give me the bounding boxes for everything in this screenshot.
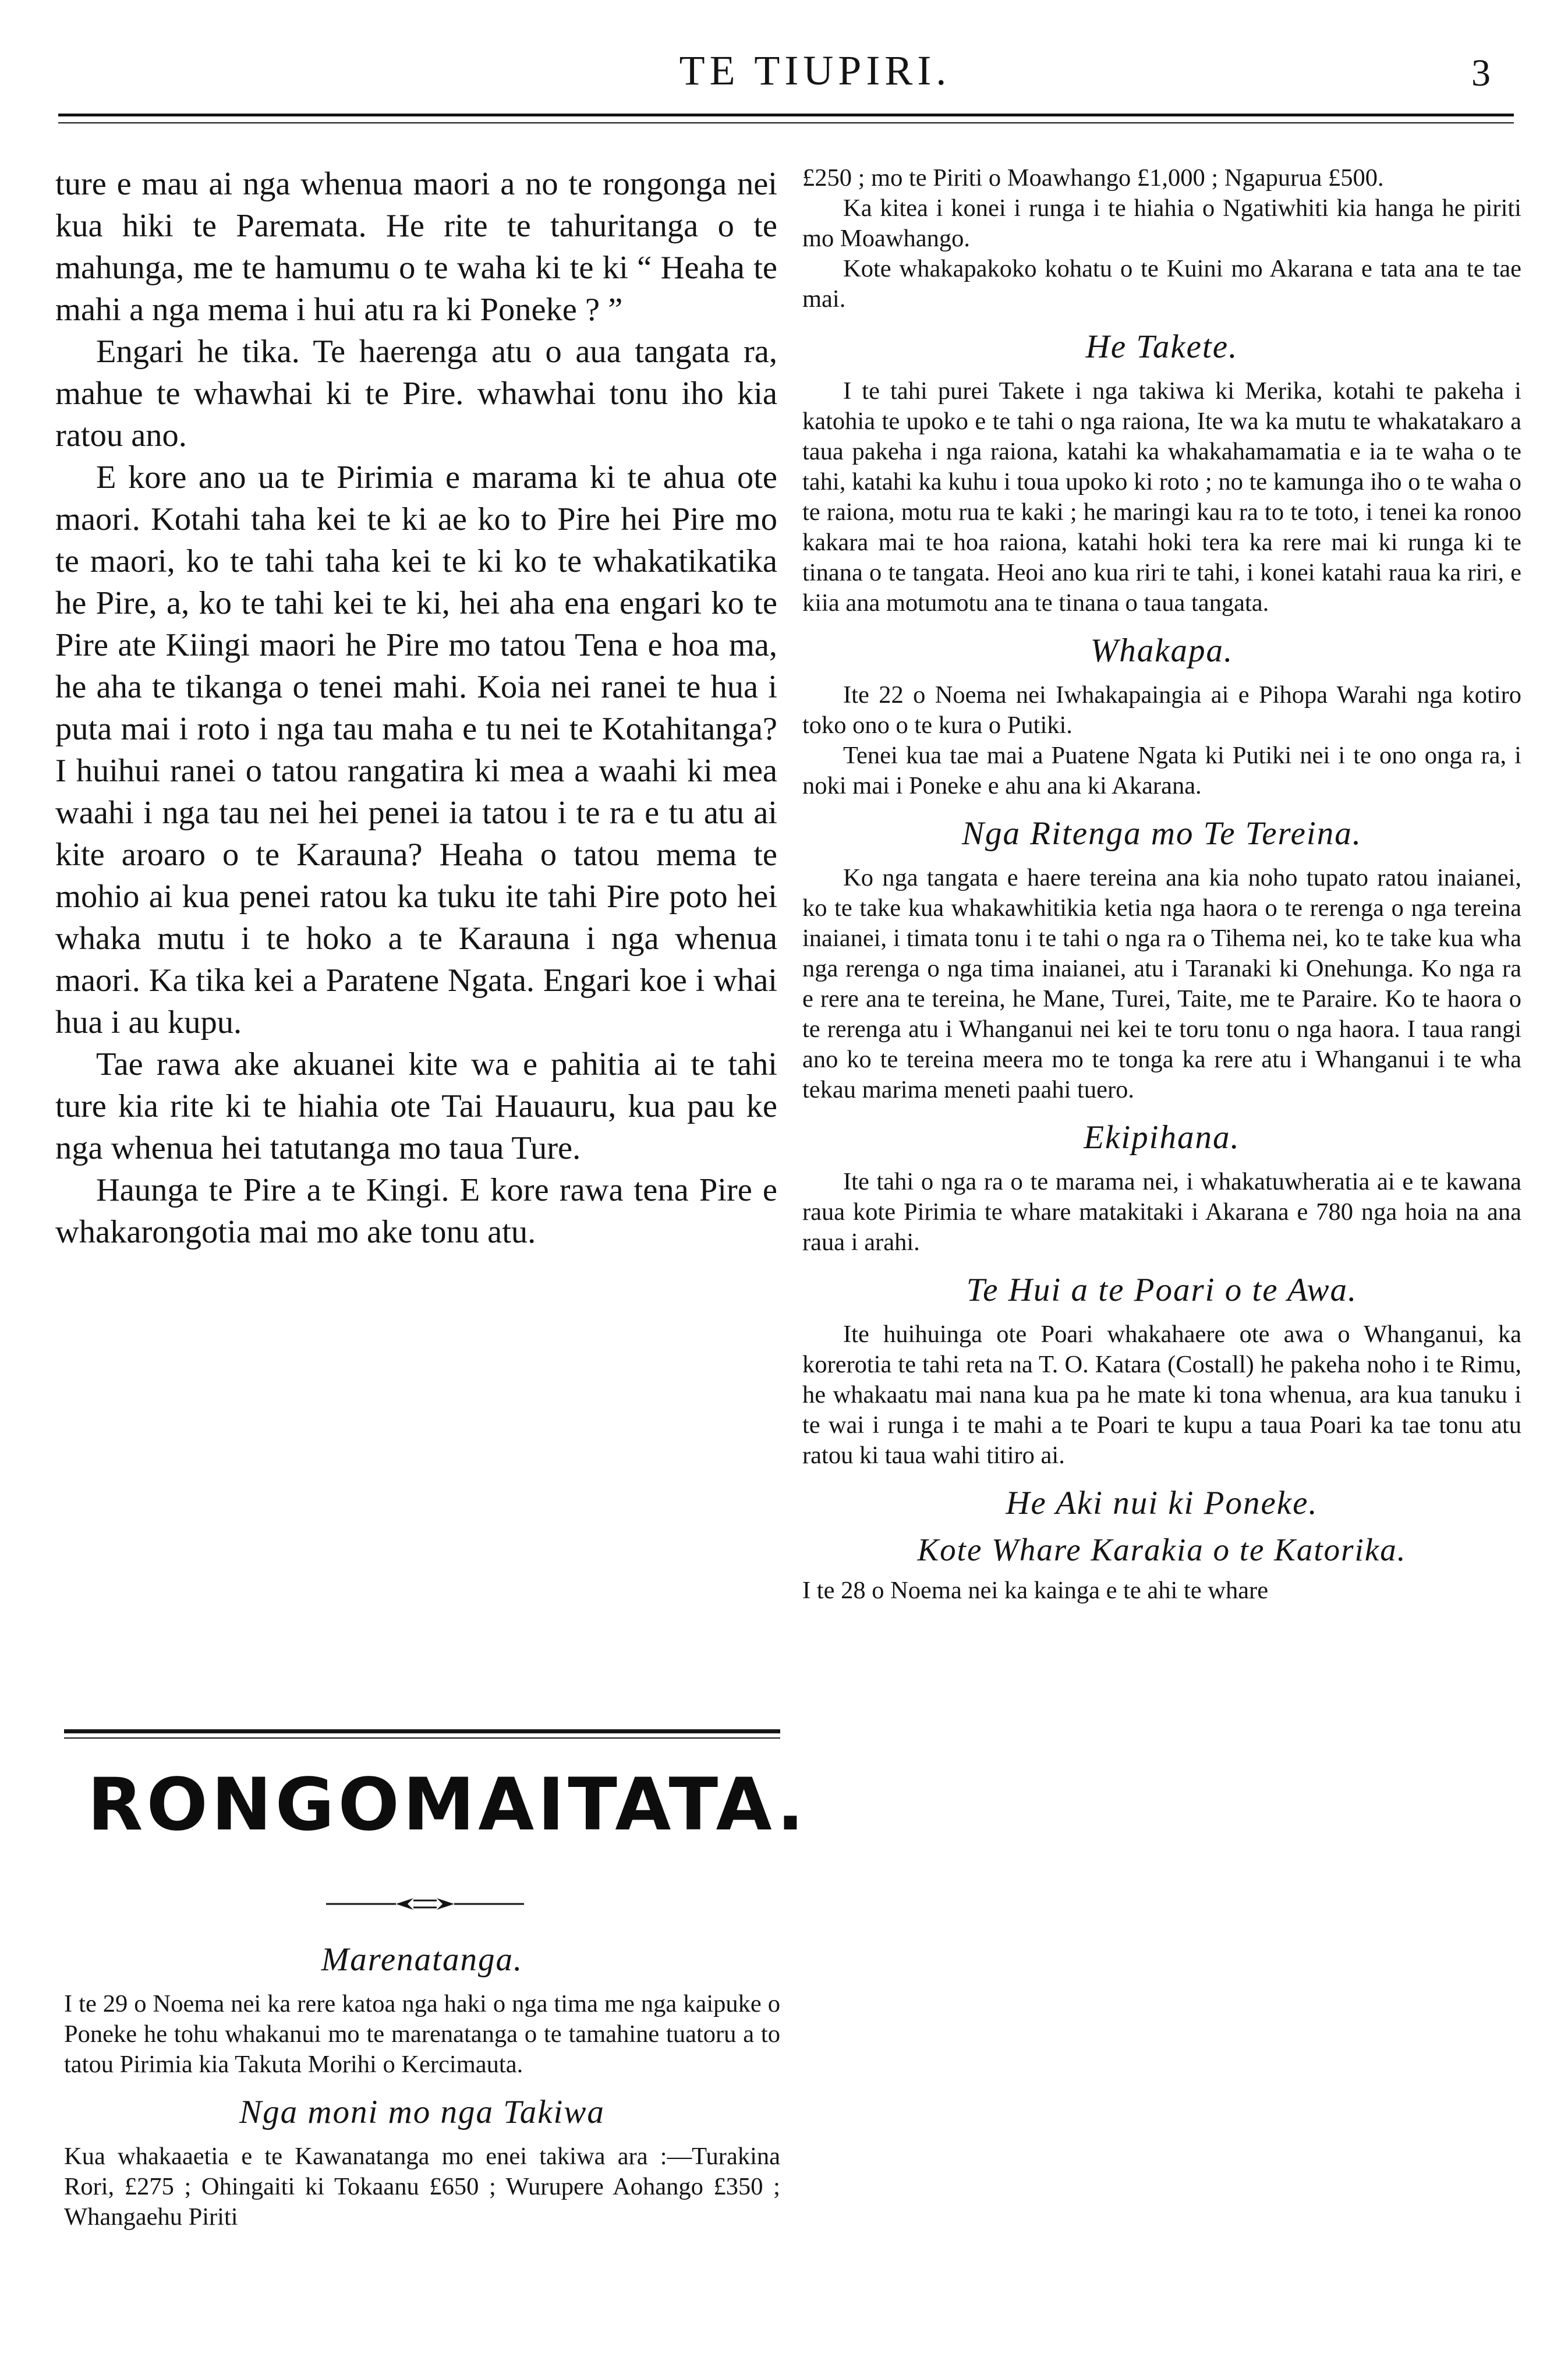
header-rule — [58, 114, 1514, 116]
section-heading: Nga moni mo nga Takiwa — [239, 2094, 605, 2130]
paragraph: Ko nga tangata e haere tereina ana kia noho tupato ratou inaianei, ko te take kua whakawhitikia ketia nga haora o te rerenga o nga tereina inaianei, i timata tonu i te tahi o nga ra o Tihema nei, ko te take kua wha nga rerenga o nga tima inaianei, atu i Taranaki ki Onehunga. Ko nga ra e rere ana te tereina, he Mane, Turei, Taite, me te Paraire. Ko te haora o te rerenga atu i Whanganui nei kei te toru tonu o nga haora. I taua rangi ano ko te tereina meera mo te tonga ka rere atu i Whanganui i te wha tekau marima meneti paahi tuero. — [802, 864, 1521, 1103]
header-rule-thin — [58, 122, 1514, 123]
sub-heading: Kote Whare Karakia o te Katorika. — [917, 1532, 1407, 1567]
page-title: TE TIUPIRI. — [679, 47, 951, 94]
paragraph: Kote whakapakoko kohatu o te Kuini mo Akarana e tata ana te tae mai. — [802, 255, 1521, 313]
paragraph: Ite 22 o Noema nei Iwhakapaingia ai e Pihopa Warahi nga kotiro toko ono o te kura o Putiki. — [802, 681, 1521, 739]
section-heading: He Takete. — [1085, 328, 1238, 365]
paragraph: ture e mau ai nga whenua maori a no te rongonga nei kua hiki te Paremata. He rite te tahuritanga o te mahunga, me te hamumu o te waha ki te ki “ Heaha te mahi a nga mema i hui atu ra ki Poneke ? ” — [55, 166, 777, 328]
paragraph: I te 28 o Noema nei ka kainga e te ahi te whare — [802, 1577, 1269, 1604]
section-heading: Marenatanga. — [321, 1941, 523, 1978]
paragraph: Tae rawa ake akuanei kite wa e pahitia ai te tahi ture kia rite ki te hiahia ote Tai Hauauru, kua pau ke nga whenua hei tatutanga mo taua Ture. — [55, 1046, 777, 1166]
section-heading: Whakapa. — [1090, 632, 1234, 669]
section-divider-rule — [64, 1729, 780, 1733]
paragraph: Ka kitea i konei i runga i te hiahia o Ngatiwhiti kia hanga he piriti mo Moawhango. — [802, 194, 1521, 252]
section-heading: He Aki nui ki Poneke. — [1006, 1485, 1318, 1521]
left-column-article — [55, 163, 777, 1253]
section-divider-rule-thin — [64, 1737, 780, 1739]
right-column-news — [802, 163, 1521, 1606]
paragraph: E kore ano ua te Pirimia e marama ki te ahua ote maori. Kotahi taha kei te ki ae ko to Pire hei Pire mo te maori, ko te tahi taha kei te ki ko te whakatikatika he Pire, a, ko te tahi kei te ki, hei aha ena engari ko te Pire ate Kiingi maori he Pire mo tatou Tena e hoa ma, he aha te tikanga o tenei mahi. Koia nei ranei te hua i puta mai i roto i nga tau maha e tu nei te Kotahitanga? I huihui ranei o tatou rangatira ki mea a waahi ki mea waahi i nga tau nei hei penei ia tatou i te ra e tu atu ai kite aroaro o te Karauna? Heaha o tatou mema te mohio ai kua penei ratou ka tuku ite tahi Pire poto hei whaka mutu i te hoko a te Karauna i nga whenua maori. Ka tika kei a Paratene Ngata. Engari koe i whai hua i au kupu. — [55, 459, 777, 1040]
paragraph: Ite tahi o nga ra o te marama nei, i whakatuwheratia ai e te kawana raua kote Pirimia te whare matakitaki i Akarana e 780 nga hoia na ana raua i arahi. — [802, 1168, 1521, 1256]
paragraph: I te 29 o Noema nei ka rere katoa nga haki o nga tima me nga kaipuke o Poneke he tohu whakanui mo te marenatanga o te tamahine tuatoru a to tatou Pirimia kia Takuta Morihi o Kercimauta. — [64, 1990, 780, 2078]
rongomaitata-masthead: RONGOMAITATA. — [87, 1763, 808, 1847]
page-number: 3 — [1471, 52, 1491, 94]
ornament-divider-icon — [326, 1892, 524, 1916]
paragraph: Tenei kua tae mai a Puatene Ngata ki Putiki nei i te ono onga ra, i noki mai i Poneke e ahu ana ki Akarana. — [802, 742, 1521, 799]
left-lower-news — [64, 1927, 780, 2232]
paragraph: Engari he tika. Te haerenga atu o aua tangata ra, mahue te whawhai ki te Pire. whawhai tonu iho kia ratou ano. — [55, 334, 777, 454]
paragraph: £250 ; mo te Piriti o Moawhango £1,000 ; Ngapurua £500. — [802, 164, 1384, 192]
section-heading: Te Hui a te Poari o te Awa. — [966, 1272, 1358, 1308]
paragraph: I te tahi purei Takete i nga takiwa ki Merika, kotahi te pakeha i katohia te upoko e te tahi o nga raiona, Ite wa ka mutu te whakatakaro a taua pakeha i nga raiona, katahi ka whakahamamatia e ia te waha o te tahi, katahi ka kuhu i toua upoko ki roto ; no te kamunga iho o te waha o te raiona, motu rua te kaki ; he maringi kau ra to te toto, i tenei ka ronoo kakara mai te hoa raiona, katahi hoki tera ka rere mai ki runga ki te tinana o te tangata. Heoi ano kua riri te tahi, i konei katahi raua ka riri, e kiia ana motumotu ana te tinana o taua tangata. — [802, 377, 1521, 617]
section-heading: Ekipihana. — [1084, 1119, 1240, 1156]
paragraph: Kua whakaaetia e te Kawanatanga mo enei takiwa ara :—Turakina Rori, £275 ; Ohingaiti ki Tokaanu £650 ; Wurupere Aohango £350 ; Whangaehu Piriti — [64, 2143, 780, 2231]
section-heading: Nga Ritenga mo Te Tereina. — [962, 815, 1362, 852]
paragraph: Haunga te Pire a te Kingi. E kore rawa tena Pire e whakarongotia mai mo ake tonu atu. — [55, 1172, 777, 1250]
paragraph: Ite huihuinga ote Poari whakahaere ote awa o Whanganui, ka korerotia te tahi reta na T. O. Katara (Costall) he pakeha noho i te Rimu, he whakaatu mai nana kua pa he mate ki tona whenua, ara kua tanuku i te wai i runga i te mahi a te Poari te kupu a taua Poari ka tae tonu atu ratou ki taua wahi titiro ai. — [802, 1321, 1521, 1469]
